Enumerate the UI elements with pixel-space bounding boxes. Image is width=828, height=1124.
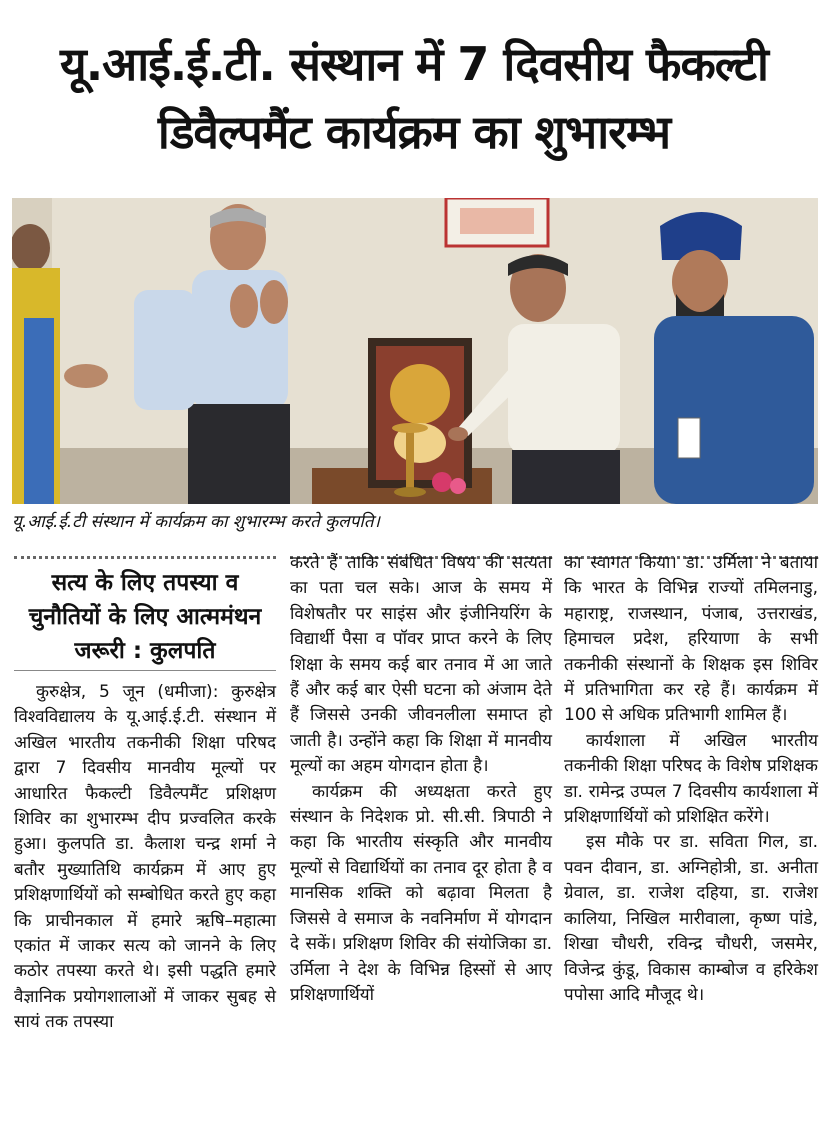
section-divider-left	[14, 556, 276, 559]
paragraph: कार्यक्रम की अध्यक्षता करते हुए संस्थान के निदेशक प्रो. सी.सी. त्रिपाठी ने कहा कि भारतीय संस्कृति और मानवीय मूल्यों से विद्यार्थियों का तनाव दूर होता है व मानसिक शक्ति को बढ़ावा मिलता है जिससे वे समाज के नवनिर्माण में योगदान दे सकें। प्रशिक्षण शिविर की संयोजिका डा. उर्मिला ने देश के विभिन्न हिस्सों से आए प्रशिक्षणार्थियों	[290, 781, 552, 1005]
paragraph: का स्वागत किया। डा. उर्मिला ने बताया कि भारत के विभिन्न राज्यों तमिलनाडु, महाराष्ट्र, राजस्थान, पंजाब, उत्तराखंड, हिमाचल प्रदेश, हरियाणा के सभी तकनीकी संस्थानों के शिक्षक इस शिविर में प्रतिभागिता कर रहे हैं। कार्यक्रम में 100 से अधिक प्रतिभागी शामिल हैं।	[564, 553, 818, 726]
article-column-2	[290, 551, 552, 1008]
headline-line-2: डिवैल्पमैंट कार्यक्रम का शुभारम्भ	[157, 105, 671, 159]
headline	[0, 30, 828, 166]
paragraph: कार्यशाला में अखिल भारतीय तकनीकी शिक्षा परिषद के विशेष प्रशिक्षक डा. रामेन्द्र उप्पल 7 दिवसीय कार्यशाला में प्रशिक्षणार्थियों को प्रशिक्षित करेंगे।	[564, 730, 818, 828]
news-photo	[12, 198, 818, 504]
photo-caption: यू.आई.ई.टी संस्थान में कार्यक्रम का शुभारम्भ करते कुलपति।	[12, 512, 380, 532]
paragraph: करते हैं ताकि संबंधित विषय की सत्यता का पता चल सके। आज के समय में विशेषतौर पर साइंस और इंजीनियरिंग के विद्यार्थी पैसा व पॉवर प्राप्त करने के लिए शिक्षा के समय कई बार तनाव में आ जाते हैं और कई बार ऐसी घटना को अंजाम देते हैं जिससे उनकी जीवनलीला समाप्त हो जाती है। उन्होंने कहा कि शिक्षा में मानवीय मूल्यों का अहम योगदान होता है।	[290, 553, 552, 777]
subheading: सत्य के लिए तपस्या व चुनौतियों के लिए आत्ममंथन जरूरी : कुलपति	[28, 570, 262, 664]
paragraph: कुरुक्षेत्र, 5 जून (धमीजा): कुरुक्षेत्र विश्वविद्यालय के यू.आई.ई.टी. संस्थान में अखिल भारतीय तकनीकी शिक्षा परिषद द्वारा 7 दिवसीय मानवीय मूल्यों पर आधारित फैकल्टी डिवैल्पमैंट प्रशिक्षण शिविर का शुभारम्भ दीप प्रज्वलित करके हुआ। कुलपति डा. कैलाश चन्द्र शर्मा ने बतौर मुख्यातिथि कार्यक्रम में आए हुए प्रशिक्षणार्थियों को सम्बोधित करते हुए कहा कि प्राचीनकाल में हमारे ऋषि–महात्मा एकांत में जाकर सत्य को जानने के लिए कठोर तपस्या करते थे। इसी पद्धति हमारे वैज्ञानिक प्रयोगशालाओं में जाकर सुबह से सायं तक तपस्या	[14, 682, 276, 1033]
article-column-1	[14, 680, 276, 1036]
headline-line-1: यू.आई.ई.टी. संस्थान में 7 दिवसीय फैकल्टी	[60, 37, 768, 91]
subheading-underline	[14, 670, 276, 671]
article-column-3	[564, 551, 818, 1008]
paragraph: इस मौके पर डा. सविता गिल, डा. पवन दीवान, डा. अग्निहोत्री, डा. अनीता ग्रेवाल, डा. राजेश दहिया, डा. राजेश कालिया, निखिल मारीवाला, कृष्ण पांडे, शिखा चौधरी, रविन्द्र चौधरी, जसमेर, विजेन्द्र कुंडू, विकास काम्बोज व हरिकेश पपोसा आदि मौजूद थे।	[564, 832, 818, 1005]
